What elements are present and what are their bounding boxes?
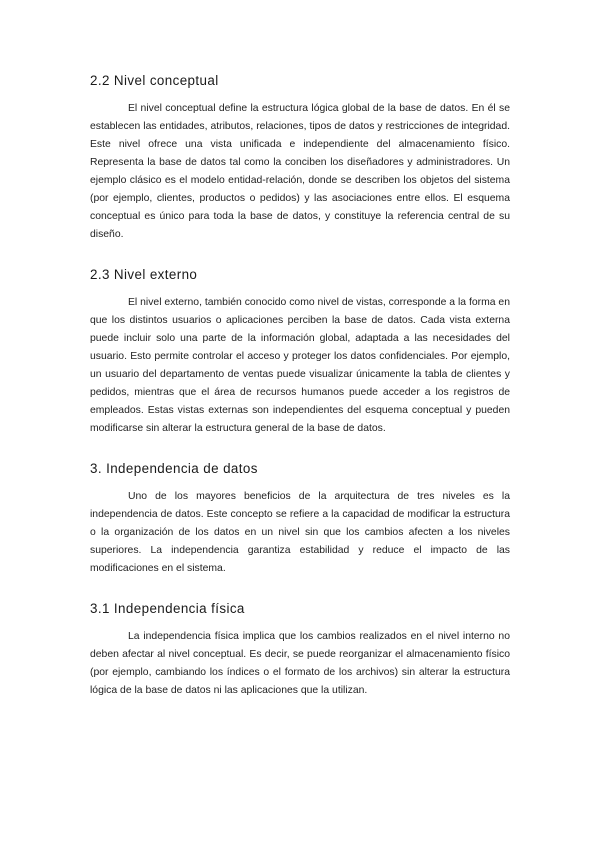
section-heading: 2.2 Nivel conceptual <box>90 73 219 88</box>
section-heading: 3. Independencia de datos <box>90 461 258 476</box>
section-paragraph: El nivel conceptual define la estructura lógica global de la base de datos. En él se establecen las entidades, atributos, relaciones, tipos de datos y restricciones de integridad. Este nivel ofrece una vista unificada e independiente del almacenamiento físico. Representa la base de datos tal como la conciben los diseñadores y administradores. Un ejemplo clásico es el modelo entidad-relación, donde se describen los objetos del sistema (por ejemplo, clientes, productos o pedidos) y las asociaciones entre ellos. El esquema conceptual es único para toda la base de datos, y constituye la referencia central de su diseño. <box>90 103 510 240</box>
section-independencia-fisica <box>90 600 510 700</box>
section-paragraph: La independencia física implica que los cambios realizados en el nivel interno no deben afectar al nivel conceptual. Es decir, se puede reorganizar el almacenamiento físico (por ejemplo, cambiando los índices o el formato de los archivos) sin alterar la estructura lógica de la base de datos ni las aplicaciones que la utilizan. <box>90 631 510 696</box>
section-paragraph: El nivel externo, también conocido como nivel de vistas, corresponde a la forma en que los distintos usuarios o aplicaciones perciben la base de datos. Cada vista externa puede incluir solo una parte de la información global, adaptada a las necesidades del usuario. Esto permite controlar el acceso y proteger los datos confidenciales. Por ejemplo, un usuario del departamento de ventas puede visualizar únicamente la tabla de clientes y pedidos, mientras que el área de recursos humanos puede acceder a los registros de empleados. Estas vistas externas son independientes del esquema conceptual y pueden modificarse sin alterar la estructura general de la base de datos. <box>90 297 510 434</box>
section-paragraph: Uno de los mayores beneficios de la arquitectura de tres niveles es la independencia de datos. Este concepto se refiere a la capacidad de modificar la estructura o la organización de los datos en un nivel sin que los cambios afecten a los niveles superiores. La independencia garantiza estabilidad y reduce el impacto de las modificaciones en el sistema. <box>90 491 510 574</box>
section-nivel-conceptual <box>90 72 510 244</box>
section-nivel-externo <box>90 266 510 438</box>
section-heading: 2.3 Nivel externo <box>90 267 198 282</box>
section-independencia-de-datos <box>90 460 510 578</box>
section-heading: 3.1 Independencia física <box>90 601 245 616</box>
